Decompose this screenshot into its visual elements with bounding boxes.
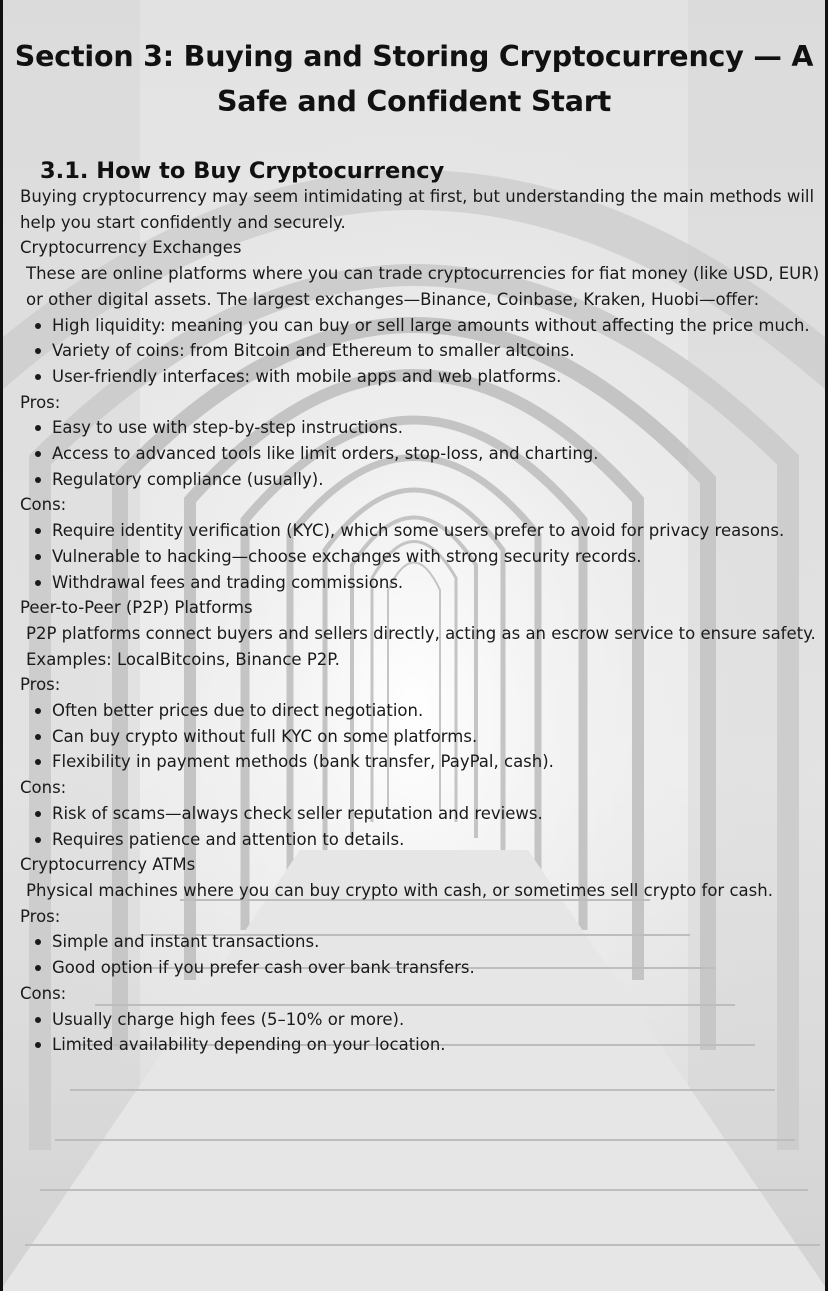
list-item: Flexibility in payment methods (bank transfer, PayPal, cash). [20,749,820,775]
list-item: Regulatory compliance (usually). [20,467,820,493]
left-frame-border [0,0,3,1291]
atms-pros-list [20,929,820,980]
list-item: Requires patience and attention to details. [20,827,820,853]
list-item: Risk of scams—always check seller reputation and reviews. [20,801,820,827]
p2p-pros-list [20,698,820,775]
list-item: Limited availability depending on your location. [20,1032,820,1058]
pros-label: Pros: [20,906,61,926]
list-item: Good option if you prefer cash over bank transfers. [20,955,820,981]
exchanges-cons-list [20,518,820,595]
pros-label: Pros: [20,392,61,412]
list-item: Withdrawal fees and trading commissions. [20,570,820,596]
heading-p2p: Peer-to-Peer (P2P) Platforms [20,598,253,618]
p2p-cons-list [20,801,820,852]
list-item: Simple and instant transactions. [20,929,820,955]
list-item: User-friendly interfaces: with mobile apps and web platforms. [20,364,820,390]
list-item: High liquidity: meaning you can buy or sell large amounts without affecting the price much. [20,313,820,339]
list-item: Easy to use with step-by-step instructions. [20,415,820,441]
cons-label: Cons: [20,495,67,515]
heading-atms: Cryptocurrency ATMs [20,855,196,875]
list-item: Usually charge high fees (5–10% or more). [20,1007,820,1033]
p2p-paragraph: P2P platforms connect buyers and sellers directly, acting as an escrow service to ensure safety. Examples: LocalBitcoins, Binance P2P. [26,623,816,669]
atms-cons-list [20,1007,820,1058]
atms-paragraph: Physical machines where you can buy crypto with cash, or sometimes sell crypto for cash. [26,880,773,900]
section-title: Section 3: Buying and Storing Cryptocurrency — A Safe and Confident Start [14,40,814,118]
list-item: Variety of coins: from Bitcoin and Ethereum to smaller altcoins. [20,338,820,364]
cons-label: Cons: [20,778,67,798]
intro-paragraph: Buying cryptocurrency may seem intimidating at first, but understanding the main methods will help you start confidently and securely. [20,187,815,232]
exchanges-features-list [20,313,820,390]
exchanges-paragraph: These are online platforms where you can trade cryptocurrencies for fiat money (like USD, EUR) or other digital assets. The largest exchanges—Binance, Coinbase, Kraken, Huobi—offer: [26,264,820,309]
cons-label: Cons: [20,983,67,1003]
section-body [20,184,820,1058]
list-item: Access to advanced tools like limit orders, stop-loss, and charting. [20,441,820,467]
exchanges-pros-list [20,415,820,492]
list-item: Can buy crypto without full KYC on some platforms. [20,724,820,750]
pros-label: Pros: [20,675,61,695]
subsection-heading: 3.1. How to Buy Cryptocurrency [40,158,445,184]
heading-exchanges: Cryptocurrency Exchanges [20,238,242,258]
list-item: Vulnerable to hacking—choose exchanges with strong security records. [20,544,820,570]
list-item: Often better prices due to direct negotiation. [20,698,820,724]
list-item: Require identity verification (KYC), which some users prefer to avoid for privacy reasons. [20,518,820,544]
